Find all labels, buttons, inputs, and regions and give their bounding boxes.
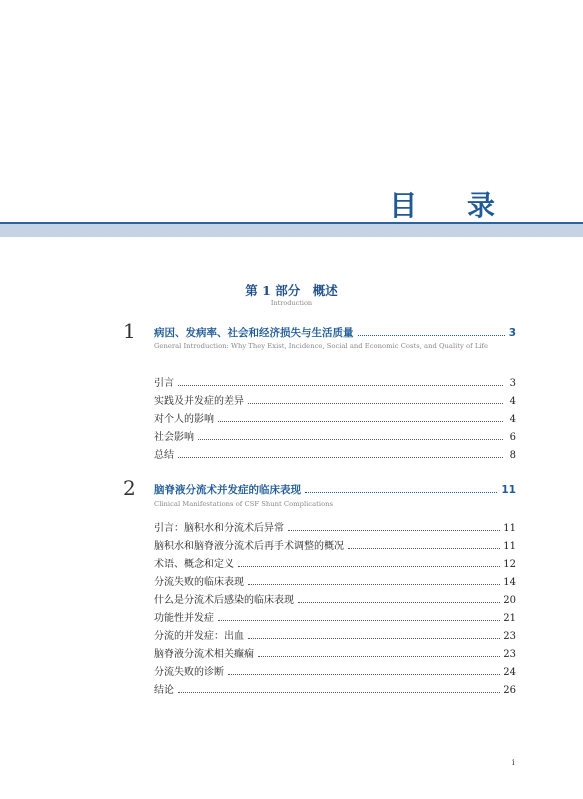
chapter-number: 2 [123, 476, 136, 500]
toc-entry-page: 4 [509, 414, 516, 425]
toc-entry[interactable] [154, 591, 516, 606]
toc-entry[interactable] [154, 573, 516, 588]
chapter-page: 11 [501, 484, 516, 496]
leader-dots [198, 439, 503, 440]
leader-dots [258, 656, 500, 657]
leader-dots [248, 403, 503, 404]
part-title: 第 1 部分 概述 [245, 283, 338, 298]
toc-entry[interactable] [154, 392, 516, 407]
toc-entry-label: 术语、概念和定义 [154, 559, 234, 570]
leader-dots [178, 692, 500, 693]
toc-entry-page: 20 [503, 595, 516, 606]
toc-entry[interactable] [154, 645, 516, 660]
toc-entry[interactable] [154, 537, 516, 552]
toc-entry-page: 23 [503, 649, 516, 660]
toc-entry-page: 24 [503, 667, 516, 678]
toc-entry-label: 分流失败的临床表现 [154, 577, 244, 588]
toc-entry-page: 21 [503, 613, 516, 624]
leader-dots [248, 584, 500, 585]
leader-dots [288, 530, 500, 531]
toc-entry-label: 分流的并发症：出血 [154, 631, 244, 642]
chapter-title: 脑脊液分流术并发症的临床表现 [154, 484, 301, 496]
chapter-heading[interactable] [154, 325, 516, 340]
toc-entry[interactable] [154, 410, 516, 425]
toc-entry-page: 11 [503, 541, 516, 552]
chapter-number: 1 [123, 319, 136, 343]
toc-entry-label: 功能性并发症 [154, 613, 214, 624]
toc-entry-label: 社会影响 [154, 432, 194, 443]
toc-entry[interactable] [154, 555, 516, 570]
toc-entry-page: 26 [503, 685, 516, 696]
chapter-heading[interactable] [154, 482, 516, 497]
leader-dots [298, 602, 500, 603]
toc-entry[interactable] [154, 663, 516, 678]
toc-entry-label: 脑积水和脑脊液分流术后再手术调整的概况 [154, 541, 344, 552]
chapter-title: 病因、发病率、社会和经济损失与生活质量 [154, 327, 354, 339]
toc-entry[interactable] [154, 446, 516, 461]
leader-dots [228, 674, 500, 675]
toc-entry-page: 11 [503, 523, 516, 534]
leader-dots [348, 548, 500, 549]
toc-entry[interactable] [154, 609, 516, 624]
toc-entry-label: 脑脊液分流术相关癫痫 [154, 649, 254, 660]
toc-entry-page: 3 [509, 378, 516, 389]
toc-entry[interactable] [154, 519, 516, 534]
leader-dots [238, 566, 500, 567]
toc-entry-label: 实践及并发症的差异 [154, 396, 244, 407]
toc-entry-label: 引言 [154, 378, 174, 389]
page-title: 目 录 [389, 189, 515, 222]
toc-entry-page: 6 [509, 432, 516, 443]
toc-entry[interactable] [154, 681, 516, 696]
leader-dots [178, 457, 503, 458]
toc-entry-page: 4 [509, 396, 516, 407]
leader-dots [178, 385, 503, 386]
toc-entry-label: 分流失败的诊断 [154, 667, 224, 678]
toc-entry-label: 引言：脑积水和分流术后异常 [154, 523, 284, 534]
leader-dots [218, 620, 500, 621]
toc-entry-label: 结论 [154, 685, 174, 696]
chapter-english-title: General Introduction: Why They Exist, Incidence, Social and Economic Costs, and Quality of Life [154, 342, 489, 350]
header-band [0, 224, 583, 237]
toc-entry-page: 12 [503, 559, 516, 570]
toc-entry[interactable] [154, 374, 516, 389]
toc-entry-page: 14 [503, 577, 516, 588]
part-subtitle: Introduction [270, 299, 313, 307]
leader-dots [248, 638, 500, 639]
toc-entry-page: 23 [503, 631, 516, 642]
page-number: i [512, 758, 515, 767]
toc-entry-label: 总结 [154, 450, 174, 461]
toc-entry[interactable] [154, 428, 516, 443]
toc-entry[interactable] [154, 627, 516, 642]
leader-dots [218, 421, 503, 422]
leader-dots [305, 492, 497, 493]
leader-dots [358, 335, 505, 336]
chapter-page: 3 [508, 327, 516, 339]
toc-entry-page: 8 [509, 450, 516, 461]
toc-entry-label: 对个人的影响 [154, 414, 214, 425]
toc-entry-label: 什么是分流术后感染的临床表现 [154, 595, 294, 606]
chapter-english-title: Clinical Manifestations of CSF Shunt Complications [154, 500, 334, 508]
